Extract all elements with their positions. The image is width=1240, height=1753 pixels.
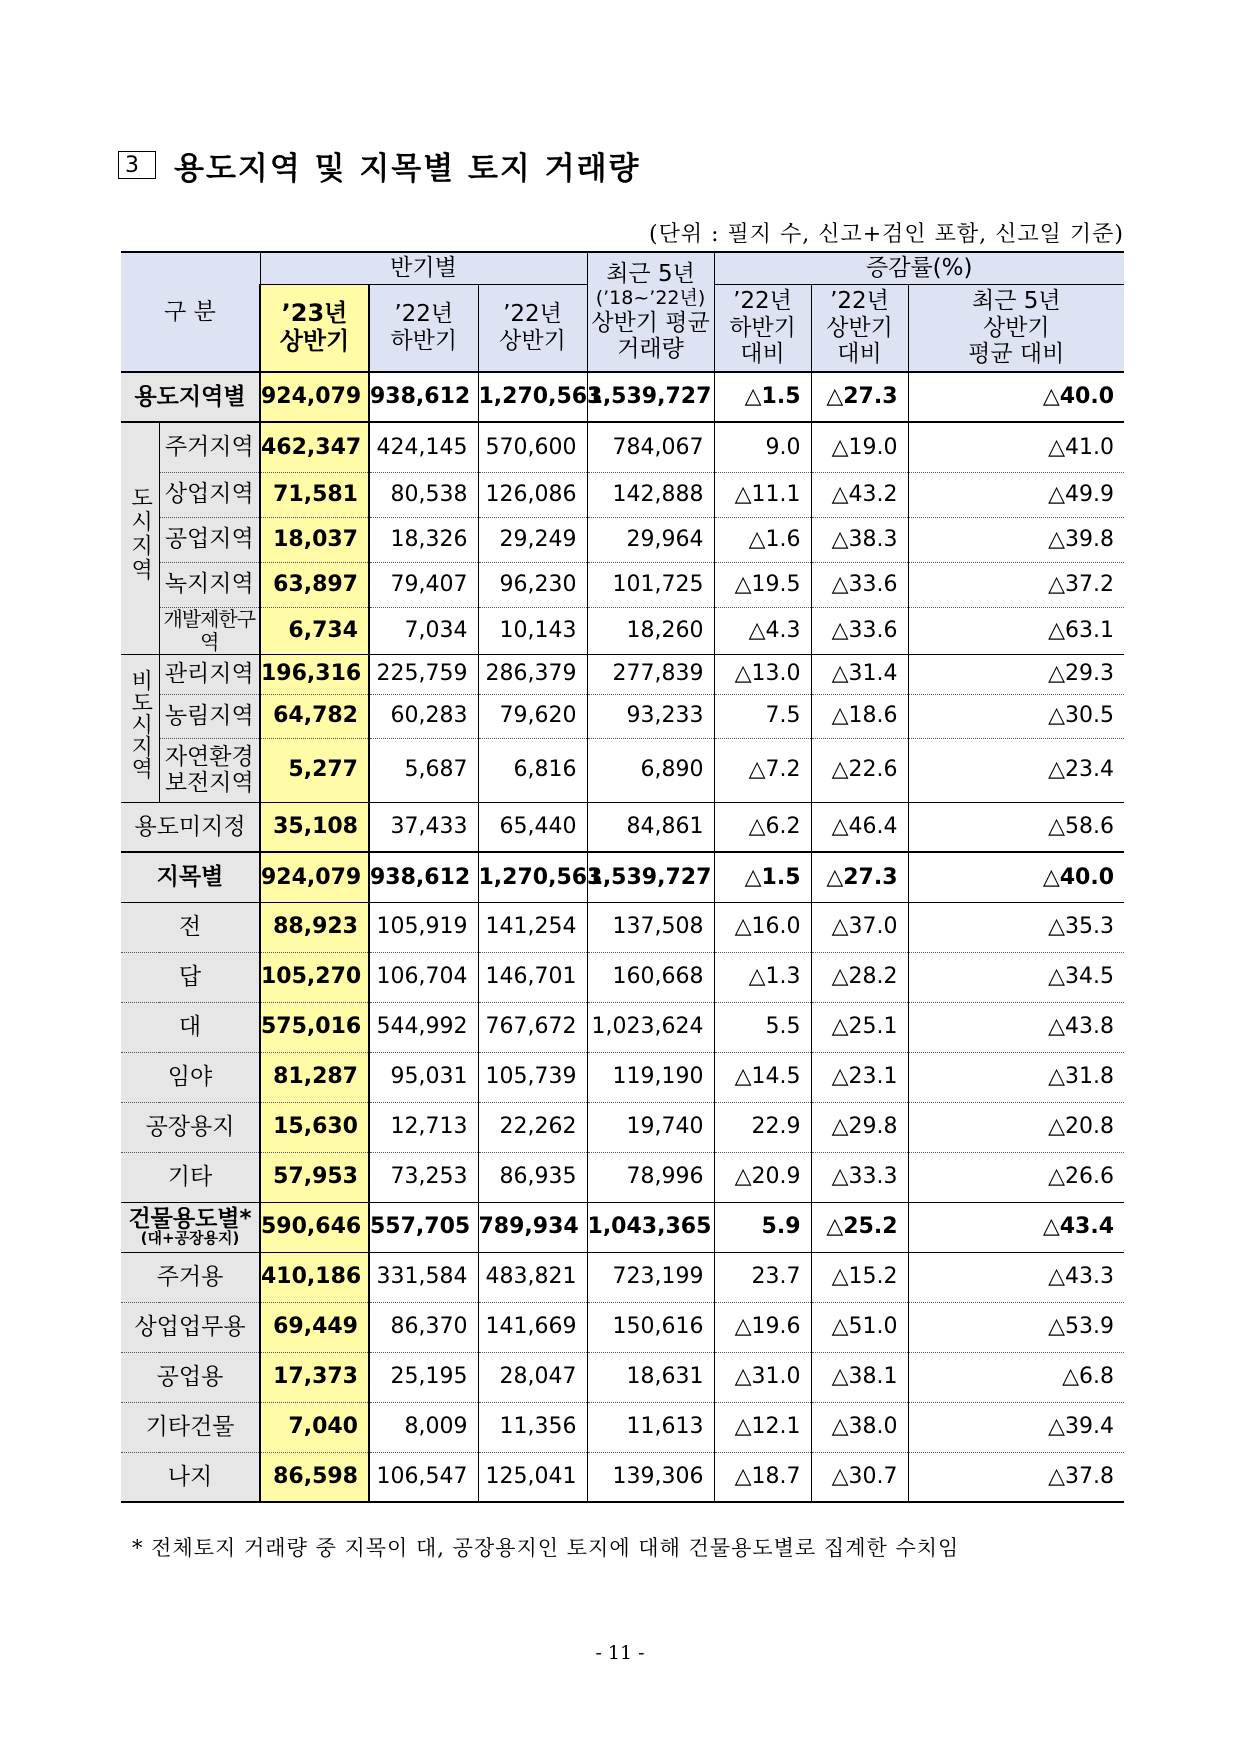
table-row <box>121 1202 1124 1252</box>
header-22-h1 <box>478 284 587 372</box>
cell: △37.8 <box>908 1452 1124 1502</box>
cell: △30.5 <box>908 694 1124 738</box>
table-row <box>121 562 1124 607</box>
row-label: 지목별 <box>121 852 260 902</box>
header-r1-line3: 대비 <box>740 340 785 367</box>
cell: △34.5 <box>908 952 1124 1002</box>
table-row <box>121 1452 1124 1502</box>
cell: △38.0 <box>811 1402 908 1452</box>
cell: 723,199 <box>587 1252 714 1302</box>
cell: 12,713 <box>369 1102 478 1152</box>
cell: 7,034 <box>369 607 478 654</box>
cell: 79,407 <box>369 562 478 607</box>
header-22h2-half: 하반기 <box>390 327 458 354</box>
header-22h2-year: ’22년 <box>394 301 454 328</box>
table-row <box>121 1002 1124 1052</box>
table-row <box>121 802 1124 852</box>
table-row <box>121 472 1124 517</box>
cell: 15,630 <box>260 1102 369 1152</box>
table-row <box>121 654 1124 694</box>
row-label: 주거용 <box>121 1252 260 1302</box>
header-r3-line1: 최근 5년 <box>971 288 1061 315</box>
cell: △39.4 <box>908 1402 1124 1452</box>
header-r3-line2: 상반기 <box>982 314 1050 341</box>
cell: 462,347 <box>260 422 369 472</box>
cell: △35.3 <box>908 902 1124 952</box>
cell: 139,306 <box>587 1452 714 1502</box>
cell: △25.1 <box>811 1002 908 1052</box>
cell: 141,254 <box>478 902 587 952</box>
cell: △43.2 <box>811 472 908 517</box>
cell: 78,996 <box>587 1152 714 1202</box>
cell: 924,079 <box>260 372 369 422</box>
cell: 22,262 <box>478 1102 587 1152</box>
row-label: 답 <box>121 952 260 1002</box>
row-label: 대 <box>121 1002 260 1052</box>
cell: 142,888 <box>587 472 714 517</box>
header-23-half: 상반기 <box>279 326 350 355</box>
row-label: 용도미지정 <box>121 802 260 852</box>
cell: 57,953 <box>260 1152 369 1202</box>
header-r2-line2: 상반기 <box>826 314 893 341</box>
row-label-line1: 건물용도별* <box>128 1206 252 1233</box>
cell: 73,253 <box>369 1152 478 1202</box>
cell: 105,919 <box>369 902 478 952</box>
header-avg-line4: 거래량 <box>617 336 684 363</box>
header-22-h2 <box>369 284 478 372</box>
header-avg-line2: (’18~’22년) <box>595 286 706 309</box>
cell: △39.8 <box>908 517 1124 562</box>
cell: 5,687 <box>369 738 478 802</box>
cell: 5,277 <box>260 738 369 802</box>
header-23-year: ’23년 <box>281 299 348 328</box>
cell: 146,701 <box>478 952 587 1002</box>
cell: 23.7 <box>714 1252 811 1302</box>
header-22h1-half: 상반기 <box>499 327 566 354</box>
cell: 767,672 <box>478 1002 587 1052</box>
cell: △27.3 <box>811 852 908 902</box>
footnote: * 전체토지 거래량 중 지목이 대, 공장용지인 토지에 대해 건물용도별로 집계한 수치임 <box>132 1536 960 1560</box>
cell: 80,538 <box>369 472 478 517</box>
cell: △37.2 <box>908 562 1124 607</box>
table-row <box>121 852 1124 902</box>
cell: △38.3 <box>811 517 908 562</box>
cell: △4.3 <box>714 607 811 654</box>
cell: 35,108 <box>260 802 369 852</box>
header-rate-vs-22h2 <box>714 284 811 372</box>
table-row <box>121 607 1124 654</box>
cell: △19.6 <box>714 1302 811 1352</box>
cell: △51.0 <box>811 1302 908 1352</box>
row-label: 상업업무용 <box>121 1302 260 1352</box>
cell: 11,356 <box>478 1402 587 1452</box>
cell: 6,734 <box>260 607 369 654</box>
cell: 65,440 <box>478 802 587 852</box>
cell: 137,508 <box>587 902 714 952</box>
row-label: 공업용 <box>121 1352 260 1402</box>
cell: △29.8 <box>811 1102 908 1152</box>
cell: △18.6 <box>811 694 908 738</box>
header-rate-vs-5yr <box>908 284 1124 372</box>
cell: 69,449 <box>260 1302 369 1352</box>
cell: 10,143 <box>478 607 587 654</box>
cell: 784,067 <box>587 422 714 472</box>
cell: △31.8 <box>908 1052 1124 1102</box>
cell: 18,260 <box>587 607 714 654</box>
cell: △7.2 <box>714 738 811 802</box>
cell: 8,009 <box>369 1402 478 1452</box>
cell: 570,600 <box>478 422 587 472</box>
cell: 1,043,365 <box>587 1202 714 1252</box>
page-number: - 11 - <box>595 1642 645 1664</box>
cell: 6,890 <box>587 738 714 802</box>
row-label: 공업지역 <box>159 517 260 562</box>
cell: △25.2 <box>811 1202 908 1252</box>
cell: 1,270,563 <box>478 372 587 422</box>
cell: △33.6 <box>811 607 908 654</box>
cell: 1,539,727 <box>587 852 714 902</box>
table-row <box>121 372 1124 422</box>
cell: △20.8 <box>908 1102 1124 1152</box>
cell: 331,584 <box>369 1252 478 1302</box>
cell: 590,646 <box>260 1202 369 1252</box>
row-label: 녹지지역 <box>159 562 260 607</box>
group-label-urban <box>121 422 159 654</box>
row-label: 주거지역 <box>159 422 260 472</box>
header-avg-line3: 상반기 평균 <box>591 309 710 336</box>
table-row <box>121 1302 1124 1352</box>
cell: 29,964 <box>587 517 714 562</box>
header-5yr-average <box>587 252 714 372</box>
cell: △13.0 <box>714 654 811 694</box>
section-number-box: 3 <box>118 151 156 179</box>
row-label: 농림지역 <box>159 694 260 738</box>
cell: 88,923 <box>260 902 369 952</box>
cell: △6.2 <box>714 802 811 852</box>
cell: △37.0 <box>811 902 908 952</box>
header-22h1-year: ’22년 <box>503 301 562 328</box>
cell: 225,759 <box>369 654 478 694</box>
cell: △38.1 <box>811 1352 908 1402</box>
row-label: 관리지역 <box>159 654 260 694</box>
cell: 84,861 <box>587 802 714 852</box>
cell: △1.3 <box>714 952 811 1002</box>
cell: △1.6 <box>714 517 811 562</box>
cell: 938,612 <box>369 852 478 902</box>
row-label: 개발제한구역 <box>159 607 260 654</box>
cell: 424,145 <box>369 422 478 472</box>
cell: △18.7 <box>714 1452 811 1502</box>
row-label <box>121 1202 260 1252</box>
header-r1-line1: ’22년 <box>733 288 792 315</box>
row-label-line1: 자연환경 <box>164 743 254 770</box>
row-label: 용도지역별 <box>121 372 260 422</box>
table-row <box>121 1152 1124 1202</box>
cell: 37,433 <box>369 802 478 852</box>
cell: 86,598 <box>260 1452 369 1502</box>
cell: 18,037 <box>260 517 369 562</box>
header-r3-line3: 평균 대비 <box>968 340 1065 367</box>
cell: △41.0 <box>908 422 1124 472</box>
cell: △46.4 <box>811 802 908 852</box>
table-row <box>121 1252 1124 1302</box>
cell: 18,326 <box>369 517 478 562</box>
cell: 544,992 <box>369 1002 478 1052</box>
header-rate-group: 증감률(%) <box>714 252 1124 284</box>
row-label-line2: 보전지역 <box>164 770 254 796</box>
cell: 575,016 <box>260 1002 369 1052</box>
header-r2-line1: ’22년 <box>830 288 889 315</box>
cell: △6.8 <box>908 1352 1124 1402</box>
cell: 119,190 <box>587 1052 714 1102</box>
land-transaction-table <box>121 251 1124 1503</box>
cell: △16.0 <box>714 902 811 952</box>
cell: 17,373 <box>260 1352 369 1402</box>
cell: △40.0 <box>908 372 1124 422</box>
cell: 141,669 <box>478 1302 587 1352</box>
cell: △63.1 <box>908 607 1124 654</box>
cell: 286,379 <box>478 654 587 694</box>
table-row <box>121 1402 1124 1452</box>
cell: 483,821 <box>478 1252 587 1302</box>
cell: 1,023,624 <box>587 1002 714 1052</box>
cell: 5.5 <box>714 1002 811 1052</box>
cell: 29,249 <box>478 517 587 562</box>
cell: △23.4 <box>908 738 1124 802</box>
row-label: 상업지역 <box>159 472 260 517</box>
cell: △27.3 <box>811 372 908 422</box>
cell: 86,370 <box>369 1302 478 1352</box>
table-row <box>121 1352 1124 1402</box>
unit-note: (단위 : 필지 수, 신고+검인 포함, 신고일 기준) <box>649 222 1124 247</box>
cell: 410,186 <box>260 1252 369 1302</box>
cell: 79,620 <box>478 694 587 738</box>
cell: 1,539,727 <box>587 372 714 422</box>
cell: △19.0 <box>811 422 908 472</box>
cell: 106,547 <box>369 1452 478 1502</box>
cell: △30.7 <box>811 1452 908 1502</box>
cell: 63,897 <box>260 562 369 607</box>
cell: 7,040 <box>260 1402 369 1452</box>
cell: △43.4 <box>908 1202 1124 1252</box>
cell: 28,047 <box>478 1352 587 1402</box>
cell: △33.6 <box>811 562 908 607</box>
header-avg-line1: 최근 5년 <box>606 261 695 288</box>
cell: △29.3 <box>908 654 1124 694</box>
cell: 924,079 <box>260 852 369 902</box>
cell: 9.0 <box>714 422 811 472</box>
cell: 789,934 <box>478 1202 587 1252</box>
row-label <box>159 738 260 802</box>
header-half-group: 반기별 <box>260 252 587 284</box>
cell: 6,816 <box>478 738 587 802</box>
cell: △15.2 <box>811 1252 908 1302</box>
table-row <box>121 738 1124 802</box>
cell: △14.5 <box>714 1052 811 1102</box>
cell: 11,613 <box>587 1402 714 1452</box>
cell: △26.6 <box>908 1152 1124 1202</box>
cell: 93,233 <box>587 694 714 738</box>
cell: △53.9 <box>908 1302 1124 1352</box>
cell: 86,935 <box>478 1152 587 1202</box>
cell: 125,041 <box>478 1452 587 1502</box>
cell: 277,839 <box>587 654 714 694</box>
cell: △43.3 <box>908 1252 1124 1302</box>
cell: △23.1 <box>811 1052 908 1102</box>
cell: 106,704 <box>369 952 478 1002</box>
row-label-line2: (대+공장용지) <box>140 1229 240 1248</box>
cell: △12.1 <box>714 1402 811 1452</box>
group-label-urban-text: 도시지역 <box>127 485 153 582</box>
header-rate-vs-22h1 <box>811 284 908 372</box>
cell: △28.2 <box>811 952 908 1002</box>
section-title-text: 용도지역 및 지목별 토지 거래량 <box>174 150 641 187</box>
table-row <box>121 694 1124 738</box>
cell: 150,616 <box>587 1302 714 1352</box>
cell: △40.0 <box>908 852 1124 902</box>
row-label: 임야 <box>121 1052 260 1102</box>
cell: △33.3 <box>811 1152 908 1202</box>
header-23-h1 <box>260 284 369 372</box>
cell: 160,668 <box>587 952 714 1002</box>
section-title <box>118 145 640 185</box>
cell: 71,581 <box>260 472 369 517</box>
cell: △20.9 <box>714 1152 811 1202</box>
cell: △43.8 <box>908 1002 1124 1052</box>
row-label: 나지 <box>121 1452 260 1502</box>
table-row <box>121 1102 1124 1152</box>
cell: 7.5 <box>714 694 811 738</box>
cell: 25,195 <box>369 1352 478 1402</box>
cell: △19.5 <box>714 562 811 607</box>
cell: 18,631 <box>587 1352 714 1402</box>
cell: 5.9 <box>714 1202 811 1252</box>
cell: 1,270,563 <box>478 852 587 902</box>
cell: 64,782 <box>260 694 369 738</box>
header-r2-line3: 대비 <box>837 340 882 367</box>
cell: △1.5 <box>714 372 811 422</box>
cell: △31.0 <box>714 1352 811 1402</box>
cell: △49.9 <box>908 472 1124 517</box>
cell: △31.4 <box>811 654 908 694</box>
cell: △58.6 <box>908 802 1124 852</box>
cell: 557,705 <box>369 1202 478 1252</box>
table-row <box>121 1052 1124 1102</box>
cell: 95,031 <box>369 1052 478 1102</box>
table-row <box>121 952 1124 1002</box>
table-row <box>121 902 1124 952</box>
cell: 81,287 <box>260 1052 369 1102</box>
cell: △22.6 <box>811 738 908 802</box>
cell: 126,086 <box>478 472 587 517</box>
row-label: 공장용지 <box>121 1102 260 1152</box>
table-row <box>121 517 1124 562</box>
cell: 19,740 <box>587 1102 714 1152</box>
header-r1-line2: 하반기 <box>729 314 796 341</box>
row-label: 기타건물 <box>121 1402 260 1452</box>
cell: 96,230 <box>478 562 587 607</box>
table-row <box>121 422 1124 472</box>
header-category: 구 분 <box>121 252 260 372</box>
cell: 105,739 <box>478 1052 587 1102</box>
row-label: 전 <box>121 902 260 952</box>
group-label-nonurban <box>121 654 159 802</box>
cell: 101,725 <box>587 562 714 607</box>
cell: 196,316 <box>260 654 369 694</box>
cell: △11.1 <box>714 472 811 517</box>
cell: 105,270 <box>260 952 369 1002</box>
cell: △1.5 <box>714 852 811 902</box>
cell: 22.9 <box>714 1102 811 1152</box>
group-label-nonurban-text: 비도시지역 <box>127 668 153 779</box>
cell: 938,612 <box>369 372 478 422</box>
row-label: 기타 <box>121 1152 260 1202</box>
cell: 60,283 <box>369 694 478 738</box>
